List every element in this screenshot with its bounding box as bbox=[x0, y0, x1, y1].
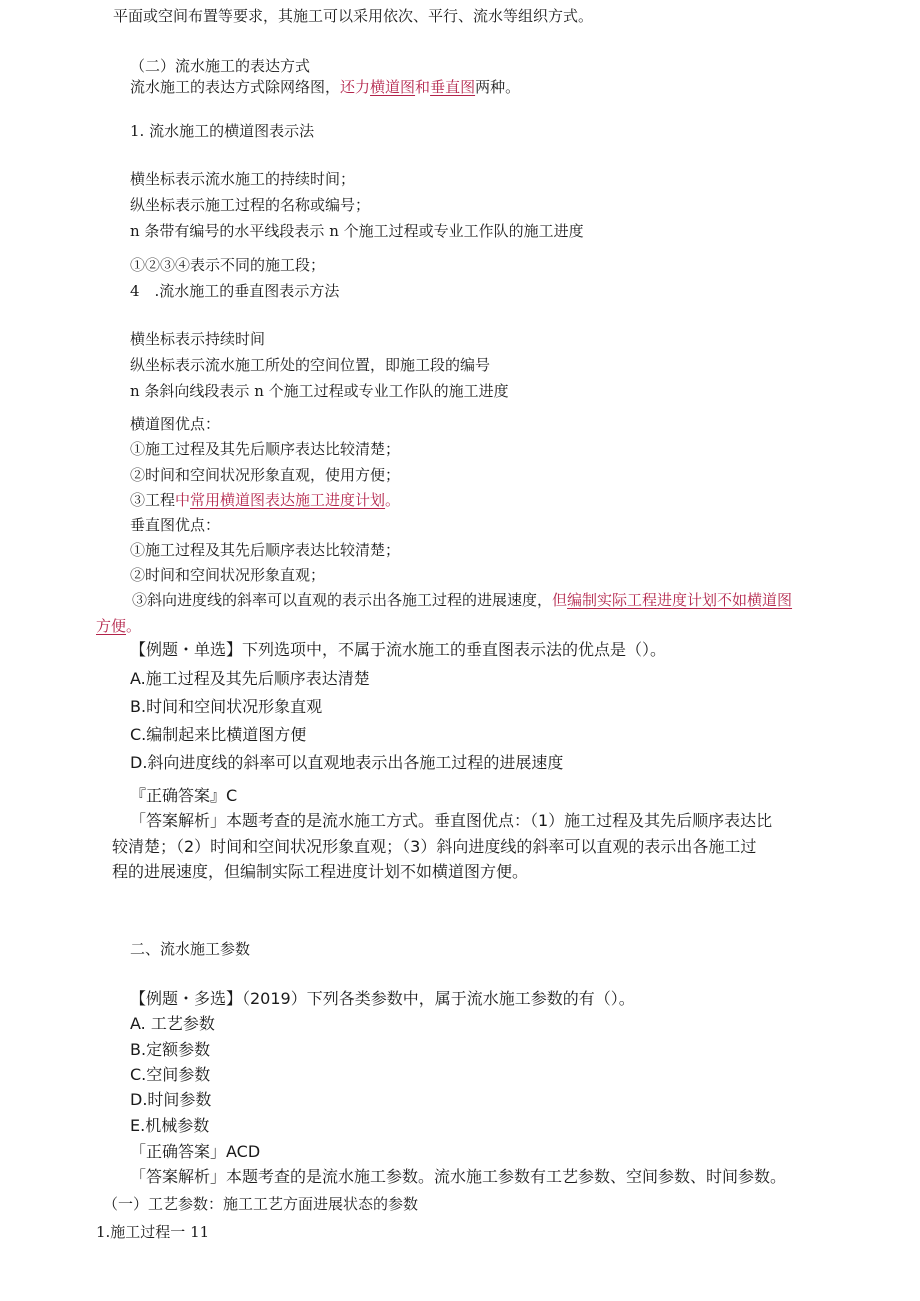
expression-desc-and: 和 bbox=[415, 78, 431, 96]
expression-desc-suffix: 两种。 bbox=[475, 78, 521, 96]
horizontal-chart-line: n 条带有编号的水平线段表示 n 个施工过程或专业工作队的施工进度 bbox=[130, 222, 584, 240]
example2-option: E.机械参数 bbox=[130, 1116, 210, 1135]
horizontal-advantage-item: ②时间和空间状况形象直观，使用方便； bbox=[130, 466, 401, 484]
vertical-advantage-item3-red: 但 bbox=[552, 591, 568, 609]
horizontal-advantage-item3-suffix: 。 bbox=[385, 491, 401, 509]
horizontal-advantage-item3-red: 中 bbox=[175, 491, 191, 509]
vertical-advantages-title: 垂直图优点： bbox=[130, 516, 221, 534]
section-heading-expression: （二）流水施工的表达方式 bbox=[130, 57, 311, 75]
expression-desc-prefix: 流水施工的表达方式除网络图， bbox=[130, 78, 341, 96]
vertical-advantage-item3-suffix: 。 bbox=[126, 617, 142, 635]
horizontal-chart-line: ①②③④表示不同的施工段； bbox=[130, 256, 326, 274]
example2-option: B.定额参数 bbox=[130, 1040, 211, 1059]
vertical-advantage-item3-prefix: ③斜向进度线的斜率可以直观的表示出各施工过程的进展速度， bbox=[132, 591, 553, 609]
horizontal-advantages-title: 横道图优点： bbox=[130, 415, 221, 433]
example1-analysis: 较清楚；（2）时间和空间状况形象直观；（3）斜向进度线的斜率可以直观的表示出各施工过 bbox=[112, 837, 757, 856]
vertical-advantage-item3-link-cont[interactable]: 方便 bbox=[96, 617, 127, 635]
section-heading-params: 二、流水施工参数 bbox=[130, 940, 251, 958]
vertical-advantage-item-continued bbox=[96, 616, 141, 636]
intro-line: 平面或空间布置等要求，其施工可以采用依次、平行、流水等组织方式。 bbox=[113, 7, 594, 25]
vertical-chart-line: 纵坐标表示流水施工所处的空间位置，即施工段的编号 bbox=[130, 356, 491, 374]
example1-option: A.施工过程及其先后顺序表达清楚 bbox=[130, 669, 370, 688]
vertical-advantage-item3-link[interactable]: 编制实际工程进度计划不如横道图 bbox=[567, 591, 793, 609]
horizontal-chart-heading: 1. 流水施工的横道图表示法 bbox=[130, 122, 315, 140]
vertical-advantage-item: ①施工过程及其先后顺序表达比较清楚； bbox=[130, 541, 401, 559]
example1-analysis: 「答案解析」本题考查的是流水施工方式。垂直图优点：（1）施工过程及其先后顺序表达比 bbox=[130, 811, 773, 830]
example1-option: D.斜向进度线的斜率可以直观地表示出各施工过程的进展速度 bbox=[130, 753, 564, 772]
example2-option: A. 工艺参数 bbox=[130, 1014, 215, 1033]
horizontal-chart-link[interactable]: 横道图 bbox=[370, 78, 416, 96]
vertical-chart-line: n 条斜向线段表示 n 个施工过程或专业工作队的施工进度 bbox=[130, 382, 509, 400]
expression-desc-red-text: 还力 bbox=[340, 78, 371, 96]
horizontal-advantage-item3-prefix: ③工程 bbox=[130, 491, 176, 509]
expression-description bbox=[130, 77, 520, 97]
vertical-chart-line: 横坐标表示持续时间 bbox=[130, 330, 266, 348]
example2-analysis: 「答案解析」本题考查的是流水施工参数。流水施工参数有工艺参数、空间参数、时间参数。 bbox=[130, 1167, 787, 1186]
example2-question: 【例题・多选】（2019）下列各类参数中，属于流水施工参数的有（）。 bbox=[130, 989, 635, 1008]
horizontal-advantage-item bbox=[130, 490, 400, 510]
horizontal-chart-line: 纵坐标表示施工过程的名称或编号； bbox=[130, 196, 371, 214]
horizontal-chart-line: 横坐标表示流水施工的持续时间； bbox=[130, 170, 356, 188]
example1-answer: 『正确答案』C bbox=[130, 786, 238, 805]
vertical-chart-heading: 4 .流水施工的垂直图表示方法 bbox=[130, 282, 340, 300]
vertical-advantage-item bbox=[132, 590, 792, 610]
example1-option: C.编制起来比横道图方便 bbox=[130, 725, 307, 744]
process-params-heading: （一）工艺参数：施工工艺方面进展状态的参数 bbox=[103, 1195, 419, 1213]
example1-option: B.时间和空间状况形象直观 bbox=[130, 697, 323, 716]
example2-answer: 「正确答案」ACD bbox=[130, 1142, 261, 1161]
horizontal-advantage-item3-link[interactable]: 常用横道图表达施工进度计划 bbox=[190, 491, 386, 509]
process-params-item: 1.施工过程一 11 bbox=[96, 1223, 210, 1241]
example2-option: C.空间参数 bbox=[130, 1065, 211, 1084]
example2-option: D.时间参数 bbox=[130, 1090, 212, 1109]
vertical-advantage-item: ②时间和空间状况形象直观； bbox=[130, 566, 326, 584]
vertical-chart-link[interactable]: 垂直图 bbox=[430, 78, 476, 96]
horizontal-advantage-item: ①施工过程及其先后顺序表达比较清楚； bbox=[130, 440, 401, 458]
example1-question: 【例题・单选】下列选项中，不属于流水施工的垂直图表示法的优点是（）。 bbox=[130, 640, 667, 659]
example1-analysis: 程的进展速度，但编制实际工程进度计划不如横道图方便。 bbox=[112, 862, 529, 881]
